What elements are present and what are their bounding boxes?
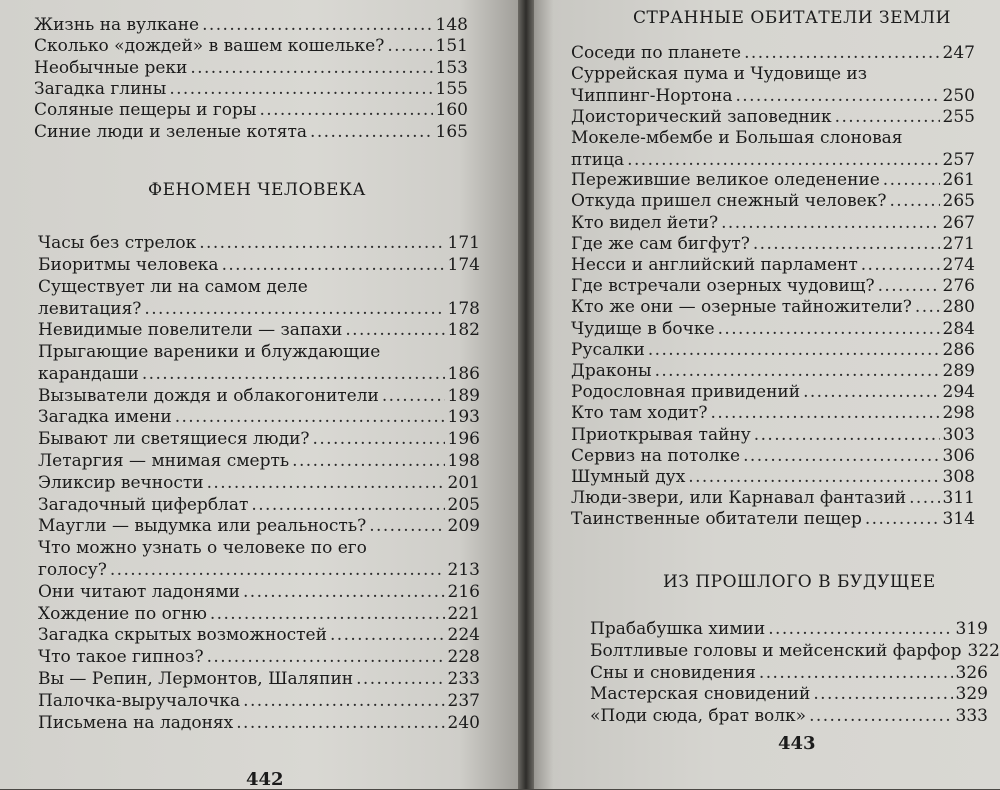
toc-entry-title: Что можно узнать о человеке по его bbox=[38, 538, 367, 559]
dot-leader bbox=[202, 14, 432, 36]
toc-entry-title: Они читают ладонями bbox=[38, 581, 240, 602]
toc-entry-line bbox=[34, 14, 468, 36]
toc-entry-line bbox=[38, 232, 480, 254]
toc-entry[interactable] bbox=[34, 121, 468, 143]
toc-entry[interactable] bbox=[38, 624, 480, 646]
toc-entry[interactable] bbox=[590, 705, 988, 727]
toc-entry-title: левитация? bbox=[38, 298, 142, 319]
toc-entry-line bbox=[34, 121, 468, 143]
toc-entry-line bbox=[571, 42, 975, 64]
toc-entry[interactable] bbox=[38, 428, 480, 450]
toc-page-number: 151 bbox=[435, 36, 468, 57]
dot-leader bbox=[736, 85, 940, 107]
toc-entry[interactable] bbox=[590, 640, 1000, 662]
toc-page-number: 265 bbox=[942, 191, 975, 212]
toc-entry[interactable] bbox=[38, 494, 480, 516]
toc-entry[interactable] bbox=[571, 275, 975, 297]
toc-page-number: 233 bbox=[447, 669, 480, 689]
toc-entry[interactable] bbox=[38, 690, 480, 712]
toc-page-number: 329 bbox=[955, 684, 988, 705]
toc-page-number: 250 bbox=[942, 86, 975, 107]
toc-page-number: 237 bbox=[447, 690, 480, 711]
dot-leader bbox=[190, 57, 432, 79]
toc-entry-title: Болтливые головы и мейсенский фарфор bbox=[590, 640, 962, 661]
toc-page-number: 311 bbox=[942, 488, 975, 509]
toc-entry-line bbox=[38, 472, 480, 494]
toc-page-number: 221 bbox=[447, 603, 480, 624]
toc-entry-title: Приоткрывая тайну bbox=[571, 424, 751, 445]
toc-entry-line bbox=[571, 275, 975, 297]
toc-page-number: 333 bbox=[955, 706, 988, 727]
toc-entry-title: Суррейская пума и Чудовище из bbox=[571, 64, 868, 85]
toc-entry-line bbox=[38, 319, 480, 341]
toc-entry-line bbox=[38, 668, 480, 690]
toc-page-number: 228 bbox=[447, 647, 480, 668]
toc-entry[interactable] bbox=[34, 78, 468, 100]
toc-entry[interactable] bbox=[571, 487, 975, 509]
toc-page-number: 267 bbox=[942, 212, 975, 233]
dot-leader bbox=[222, 254, 445, 276]
toc-entry-line bbox=[571, 254, 975, 276]
toc-entry-line bbox=[34, 35, 468, 57]
toc-entry[interactable] bbox=[571, 424, 975, 446]
toc-page-number: 289 bbox=[942, 361, 975, 381]
toc-entry-title: Соляные пещеры и горы bbox=[34, 100, 257, 121]
dot-leader bbox=[292, 450, 444, 472]
toc-entry-title: Биоритмы человека bbox=[38, 254, 219, 275]
dot-leader bbox=[768, 618, 952, 640]
toc-entry-line bbox=[571, 508, 975, 530]
toc-entry-title: голосу? bbox=[38, 560, 107, 581]
toc-entry[interactable] bbox=[571, 127, 975, 171]
page-number: 443 bbox=[778, 733, 816, 754]
toc-entry-title: Откуда пришел снежный человек? bbox=[571, 191, 887, 212]
toc-page-number: 171 bbox=[447, 233, 480, 253]
toc-entry[interactable] bbox=[571, 466, 975, 488]
dot-leader bbox=[759, 662, 953, 684]
dot-leader bbox=[251, 494, 444, 516]
toc-entry-title: Чудище в бочке bbox=[571, 318, 715, 339]
toc-page-number: 224 bbox=[447, 625, 480, 646]
section-heading: СТРАННЫЕ ОБИТАТЕЛИ ЗЕМЛИ bbox=[633, 8, 951, 28]
toc-entry[interactable] bbox=[38, 319, 480, 341]
toc-page-number: 319 bbox=[955, 619, 988, 639]
toc-page-number: 255 bbox=[942, 106, 975, 127]
toc-entry-line bbox=[571, 85, 975, 107]
toc-entry-title: Летаргия — мнимая смерть bbox=[38, 451, 290, 471]
toc-page-number: 182 bbox=[447, 320, 480, 341]
toc-entry[interactable] bbox=[38, 603, 480, 625]
toc-page-number: 155 bbox=[435, 78, 468, 99]
dot-leader bbox=[909, 487, 939, 509]
toc-entry-title: Бывают ли светящиеся люди? bbox=[38, 429, 310, 450]
toc-entry-line bbox=[38, 581, 480, 603]
toc-page-number: 294 bbox=[942, 382, 975, 403]
toc-entry-title: «Поди сюда, брат волк» bbox=[590, 706, 807, 727]
toc-entry[interactable] bbox=[571, 508, 975, 530]
toc-entry-line bbox=[38, 428, 480, 450]
toc-entry-line bbox=[38, 450, 480, 472]
dot-leader bbox=[144, 298, 444, 320]
toc-entry[interactable] bbox=[34, 57, 468, 79]
dot-leader bbox=[175, 406, 445, 428]
toc-entry[interactable] bbox=[34, 99, 468, 121]
toc-entry[interactable] bbox=[34, 35, 468, 57]
toc-page-number: 326 bbox=[955, 662, 988, 683]
toc-entry-line bbox=[38, 690, 480, 712]
toc-entry-line bbox=[571, 360, 975, 382]
toc-entry[interactable] bbox=[571, 339, 975, 361]
toc-entry[interactable] bbox=[38, 385, 480, 407]
dot-leader bbox=[721, 212, 939, 234]
toc-page-number: 274 bbox=[942, 255, 975, 275]
dot-leader bbox=[743, 445, 939, 467]
dot-leader bbox=[207, 646, 445, 668]
toc-entry-title: Часы без стрелок bbox=[38, 233, 197, 253]
dot-leader bbox=[207, 472, 445, 494]
toc-entry-line bbox=[571, 445, 975, 467]
toc-page-number: 201 bbox=[447, 472, 480, 493]
toc-entry-title: Соседи по планете bbox=[571, 43, 742, 63]
toc-page-number: 257 bbox=[942, 149, 975, 170]
toc-entry-title: Где же сам бигфут? bbox=[571, 233, 750, 254]
toc-entry[interactable] bbox=[571, 233, 975, 255]
toc-entry-title: Загадка имени bbox=[38, 407, 172, 428]
toc-entry-line bbox=[38, 603, 480, 625]
toc-entry[interactable] bbox=[38, 406, 480, 428]
toc-entry-title: Люди-звери, или Карнавал фантазий bbox=[571, 488, 907, 509]
toc-entry[interactable] bbox=[38, 646, 480, 668]
dot-leader bbox=[345, 319, 444, 341]
toc-entry-line bbox=[590, 705, 988, 727]
dot-leader bbox=[356, 668, 444, 690]
dot-leader bbox=[744, 42, 939, 64]
toc-page-number: 261 bbox=[942, 170, 975, 191]
toc-page-number: 284 bbox=[942, 318, 975, 339]
toc-entry-line bbox=[571, 169, 975, 191]
toc-entry-title: Жизнь на вулкане bbox=[34, 15, 200, 35]
section-heading: ФЕНОМЕН ЧЕЛОВЕКА bbox=[148, 180, 366, 200]
toc-entry[interactable] bbox=[38, 276, 480, 320]
toc-page-number: 280 bbox=[942, 297, 975, 318]
dot-leader bbox=[688, 466, 939, 488]
toc-entry-line bbox=[38, 341, 480, 363]
page-number: 442 bbox=[246, 769, 284, 790]
toc-page-number: 303 bbox=[942, 424, 975, 445]
toc-entry-title: Вызыватели дождя и облакогонители bbox=[38, 385, 379, 406]
dot-leader bbox=[648, 339, 940, 361]
toc-page-number: 298 bbox=[942, 403, 975, 424]
dot-leader bbox=[915, 296, 940, 318]
toc-entry-title: Письмена на ладонях bbox=[38, 712, 234, 733]
toc-entry-line bbox=[571, 212, 975, 234]
toc-entry-title: Загадка глины bbox=[34, 78, 167, 99]
toc-entry[interactable] bbox=[571, 445, 975, 467]
toc-entry-title: Хождение по огню bbox=[38, 603, 207, 624]
toc-entry-line bbox=[571, 106, 975, 128]
toc-entry-line bbox=[38, 406, 480, 428]
toc-page-number: 174 bbox=[447, 254, 480, 275]
toc-entry[interactable] bbox=[38, 341, 480, 385]
toc-entry-line bbox=[38, 515, 480, 537]
toc-entry-title: Кто видел йети? bbox=[571, 212, 719, 233]
toc-entry[interactable] bbox=[590, 618, 988, 640]
toc-entry-title: Доисторический заповедник bbox=[571, 106, 832, 127]
toc-page-number: 216 bbox=[447, 581, 480, 602]
toc-page-number: 193 bbox=[447, 407, 480, 428]
toc-entry-line bbox=[571, 339, 975, 361]
toc-entry[interactable] bbox=[571, 63, 975, 107]
toc-entry-line bbox=[571, 402, 975, 424]
toc-entry-title: Палочка-выручалочка bbox=[38, 690, 241, 711]
dot-leader bbox=[883, 169, 940, 191]
dot-leader bbox=[313, 428, 445, 450]
toc-entry-line bbox=[34, 99, 468, 121]
dot-leader bbox=[369, 515, 444, 537]
toc-entry-line bbox=[38, 494, 480, 516]
toc-entry[interactable] bbox=[571, 106, 975, 128]
dot-leader bbox=[236, 712, 444, 734]
toc-page-number: 148 bbox=[435, 15, 468, 35]
dot-leader bbox=[387, 35, 432, 57]
toc-entry-title: Где встречали озерных чудовищ? bbox=[571, 276, 875, 297]
toc-entry[interactable] bbox=[571, 190, 975, 212]
toc-page-number: 153 bbox=[435, 57, 468, 78]
dot-leader bbox=[655, 360, 940, 382]
toc-entry[interactable] bbox=[38, 537, 480, 581]
toc-page-number: 196 bbox=[447, 429, 480, 450]
dot-leader bbox=[865, 508, 940, 530]
toc-entry-line bbox=[590, 662, 988, 684]
dot-leader bbox=[718, 318, 940, 340]
toc-page-number: 213 bbox=[447, 560, 480, 581]
toc-entry-title: Необычные реки bbox=[34, 57, 188, 78]
toc-entry-line bbox=[38, 385, 480, 407]
toc-entry-title: Загадочный циферблат bbox=[38, 494, 249, 515]
dot-leader bbox=[754, 424, 940, 446]
toc-entry[interactable] bbox=[571, 296, 975, 318]
dot-leader bbox=[169, 78, 432, 100]
toc-entry-title: Сны и сновидения bbox=[590, 662, 756, 683]
toc-entry-title: птица bbox=[571, 149, 625, 170]
toc-entry-line bbox=[571, 318, 975, 340]
toc-entry[interactable] bbox=[571, 42, 975, 64]
toc-entry-line bbox=[34, 78, 468, 100]
toc-entry-title: Таинственные обитатели пещер bbox=[571, 509, 862, 530]
toc-entry-line bbox=[38, 624, 480, 646]
toc-entry-title: Чиппинг-Нортона bbox=[571, 86, 733, 107]
dot-leader bbox=[382, 385, 445, 407]
toc-entry-title: Прабабушка химии bbox=[590, 619, 766, 639]
toc-entry[interactable] bbox=[38, 515, 480, 537]
dot-leader bbox=[110, 559, 445, 581]
toc-entry-line bbox=[590, 683, 988, 705]
toc-entry-title: Синие люди и зеленые котята bbox=[34, 121, 308, 142]
dot-leader bbox=[861, 254, 940, 276]
dot-leader bbox=[330, 624, 445, 646]
toc-entry[interactable] bbox=[571, 360, 975, 382]
toc-entry[interactable] bbox=[38, 668, 480, 690]
dot-leader bbox=[813, 683, 952, 705]
toc-page-number: 209 bbox=[447, 516, 480, 537]
toc-entry-title: карандаши bbox=[38, 364, 139, 384]
toc-entry-line bbox=[571, 149, 975, 171]
toc-entry[interactable] bbox=[571, 402, 975, 424]
dot-leader bbox=[809, 705, 952, 727]
dot-leader bbox=[210, 603, 445, 625]
toc-page-number: 322 bbox=[967, 640, 1000, 661]
toc-entry-title: Прыгающие вареники и блуждающие bbox=[38, 342, 381, 362]
toc-entry-line bbox=[590, 618, 988, 640]
toc-entry-title: Загадка скрытых возможностей bbox=[38, 625, 327, 646]
toc-page-number: 240 bbox=[447, 712, 480, 733]
toc-entry[interactable] bbox=[571, 254, 975, 276]
toc-page-number: 247 bbox=[942, 43, 975, 63]
toc-entry-line bbox=[38, 646, 480, 668]
toc-page-number: 308 bbox=[942, 467, 975, 487]
dot-leader bbox=[243, 581, 445, 603]
toc-entry-line bbox=[571, 381, 975, 403]
toc-entry[interactable] bbox=[571, 381, 975, 403]
toc-entry-title: Что такое гипноз? bbox=[38, 647, 204, 668]
toc-page-number: 276 bbox=[942, 276, 975, 297]
dot-leader bbox=[878, 275, 940, 297]
toc-entry-title: Сервиз на потолке bbox=[571, 445, 741, 466]
toc-entry[interactable] bbox=[38, 232, 480, 254]
toc-entry-line bbox=[590, 640, 1000, 662]
toc-entry-line bbox=[571, 424, 975, 446]
dot-leader bbox=[803, 381, 939, 403]
toc-page-number: 186 bbox=[447, 364, 480, 384]
toc-entry[interactable] bbox=[38, 254, 480, 276]
toc-page-number: 178 bbox=[447, 298, 480, 319]
toc-entry-line bbox=[571, 63, 975, 85]
toc-entry[interactable] bbox=[571, 169, 975, 191]
toc-entry-title: Вы — Репин, Лермонтов, Шаляпин bbox=[38, 669, 354, 689]
toc-entry-title: Эликсир вечности bbox=[38, 472, 204, 493]
toc-entry-line bbox=[38, 363, 480, 385]
toc-entry-title: Кто же они — озерные тайножители? bbox=[571, 297, 912, 318]
toc-entry[interactable] bbox=[38, 472, 480, 494]
toc-page-number: 314 bbox=[942, 509, 975, 530]
dot-leader bbox=[835, 106, 940, 128]
toc-entry[interactable] bbox=[38, 581, 480, 603]
toc-entry-line bbox=[571, 233, 975, 255]
toc-entry-title: Несси и английский парламент bbox=[571, 255, 858, 275]
toc-entry-title: Мастерская сновидений bbox=[590, 684, 811, 705]
toc-entry-title: Сколько «дождей» в вашем кошельке? bbox=[34, 36, 385, 57]
toc-page-number: 271 bbox=[942, 233, 975, 254]
toc-entry-line bbox=[571, 127, 975, 149]
toc-page-number: 165 bbox=[435, 121, 468, 142]
toc-entry-title: Существует ли на самом деле bbox=[38, 276, 308, 297]
toc-entry-line bbox=[38, 712, 480, 734]
toc-entry-title: Мокеле-мбембе и Большая слоновая bbox=[571, 127, 903, 148]
toc-entry-title: Шумный дух bbox=[571, 467, 686, 487]
toc-page-number: 286 bbox=[942, 339, 975, 360]
dot-leader bbox=[199, 232, 444, 254]
toc-entry-title: Пережившие великое оледенение bbox=[571, 170, 880, 191]
dot-leader bbox=[259, 99, 432, 121]
toc-entry-line bbox=[38, 559, 480, 581]
toc-entry-title: Невидимые повелители — запахи bbox=[38, 320, 343, 341]
toc-entry-title: Маугли — выдумка или реальность? bbox=[38, 516, 367, 537]
toc-page-number: 160 bbox=[435, 100, 468, 121]
toc-entry[interactable] bbox=[571, 318, 975, 340]
toc-entry[interactable] bbox=[590, 683, 988, 705]
toc-page-number: 198 bbox=[447, 451, 480, 471]
dot-leader bbox=[310, 121, 433, 143]
dot-leader bbox=[753, 233, 940, 255]
toc-page-number: 189 bbox=[447, 385, 480, 406]
dot-leader bbox=[889, 190, 939, 212]
dot-leader bbox=[627, 149, 939, 171]
toc-entry-line bbox=[38, 276, 480, 298]
toc-entry-line bbox=[571, 487, 975, 509]
section-heading: ИЗ ПРОШЛОГО В БУДУЩЕЕ bbox=[663, 572, 936, 592]
toc-entry[interactable] bbox=[571, 212, 975, 234]
toc-entry-line bbox=[38, 254, 480, 276]
toc-entry[interactable] bbox=[590, 662, 988, 684]
toc-entry-line bbox=[571, 296, 975, 318]
toc-entry-line bbox=[34, 57, 468, 79]
toc-entry[interactable] bbox=[38, 712, 480, 734]
toc-entry-line bbox=[38, 537, 480, 559]
dot-leader bbox=[142, 363, 445, 385]
dot-leader bbox=[243, 690, 444, 712]
toc-page-number: 306 bbox=[942, 445, 975, 466]
toc-entry[interactable] bbox=[34, 14, 468, 36]
toc-entry-title: Родословная привидений bbox=[571, 382, 801, 403]
dot-leader bbox=[711, 402, 940, 424]
book-gutter bbox=[518, 0, 534, 789]
toc-entry-line bbox=[571, 466, 975, 488]
toc-entry-line bbox=[38, 298, 480, 320]
toc-page-number: 205 bbox=[447, 494, 480, 515]
toc-entry-title: Русалки bbox=[571, 339, 645, 360]
toc-entry-title: Кто там ходит? bbox=[571, 403, 708, 424]
toc-entry-line bbox=[571, 190, 975, 212]
toc-entry[interactable] bbox=[38, 450, 480, 472]
toc-entry-title: Драконы bbox=[571, 361, 652, 381]
